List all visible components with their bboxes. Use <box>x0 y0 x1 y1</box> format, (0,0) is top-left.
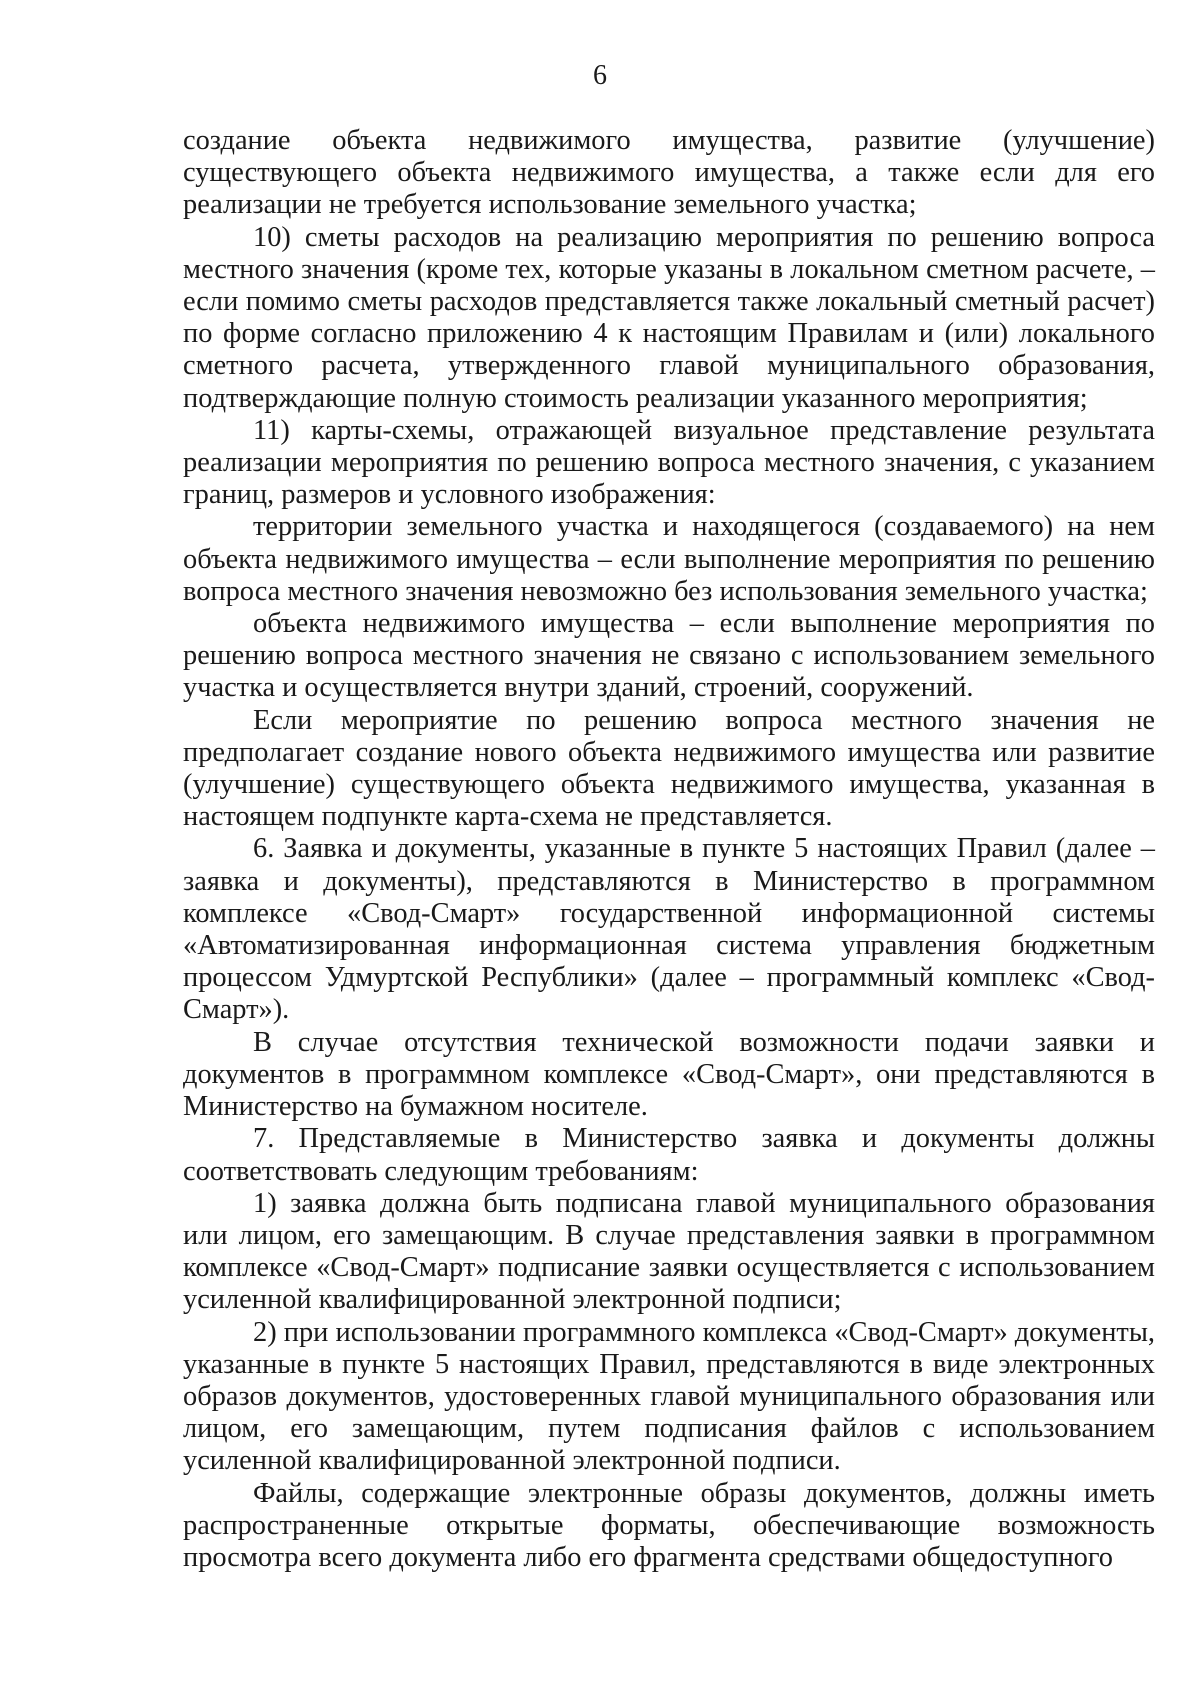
paragraph-section-6-submission: 6. Заявка и документы, указанные в пункте 5 настоящих Правил (далее – заявка и документы), представляются в Министерство в программном комплексе «Свод-Смарт» государственной информационной системы «Автоматизированная информационная система управления бюджетным процессом Удмуртской Республики» (далее – программный комплекс «Свод-Смарт»). <box>183 833 1155 1026</box>
paragraph-map-not-required: Если мероприятие по решению вопроса местного значения не предполагает создание нового объекта недвижимого имущества или развитие (улучшение) существующего объекта недвижимого имущества, указанная в настоящем подпункте карта-схема не представляется. <box>183 704 1155 833</box>
paragraph-continuation: создание объекта недвижимого имущества, развитие (улучшение) существующего объекта недвижимого имущества, а также если для его реализации не требуется использование земельного участка; <box>183 125 1155 221</box>
paragraph-requirement-2-electronic: 2) при использовании программного комплекса «Свод-Смарт» документы, указанные в пункте 5 настоящих Правил, представляются в виде электронных образов документов, удостоверенных главой муниципального образования или лицом, его замещающим, путем подписания файлов с использованием усиленной квалифицированной электронной подписи. <box>183 1316 1155 1477</box>
paragraph-section-7-requirements: 7. Представляемые в Министерство заявка и документы должны соответствовать следующим требованиям: <box>183 1123 1155 1187</box>
paragraph-item-11-site-map: 11) карты-схемы, отражающей визуальное представление результата реализации мероприятия по решению вопроса местного значения, с указанием границ, размеров и условного изображения: <box>183 414 1155 511</box>
page-number: 6 <box>593 60 607 91</box>
document-body <box>183 125 1155 1574</box>
paragraph-paper-submission: В случае отсутствия технической возможности подачи заявки и документов в программном комплексе «Свод-Смарт», они представляются в Министерство на бумажном носителе. <box>183 1026 1155 1123</box>
paragraph-item-10-cost-estimates: 10) сметы расходов на реализацию мероприятия по решению вопроса местного значения (кроме тех, которые указаны в локальном сметном расчете, – если помимо сметы расходов представляется также локальный сметный расчет) по форме согласно приложению 4 к настоящим Правилам и (или) локального сметного расчета, утвержденного главой муниципального образования, подтверждающие полную стоимость реализации указанного мероприятия; <box>183 221 1155 414</box>
paragraph-file-formats: Файлы, содержащие электронные образы документов, должны иметь распространенные открытые форматы, обеспечивающие возможность просмотра всего документа либо его фрагмента средствами общедоступного <box>183 1477 1155 1573</box>
paragraph-requirement-1-signature: 1) заявка должна быть подписана главой муниципального образования или лицом, его замещающим. В случае представления заявки в программном комплексе «Свод-Смарт» подписание заявки осуществляется с использованием усиленной квалифицированной электронной подписи; <box>183 1187 1155 1316</box>
paragraph-land-territory: территории земельного участка и находящегося (создаваемого) на нем объекта недвижимого имущества – если выполнение мероприятия по решению вопроса местного значения невозможно без использования земельного участка; <box>183 511 1155 607</box>
paragraph-real-estate-object: объекта недвижимого имущества – если выполнение мероприятия по решению вопроса местного значения не связано с использованием земельного участка и осуществляется внутри зданий, строений, сооружений. <box>183 608 1155 704</box>
